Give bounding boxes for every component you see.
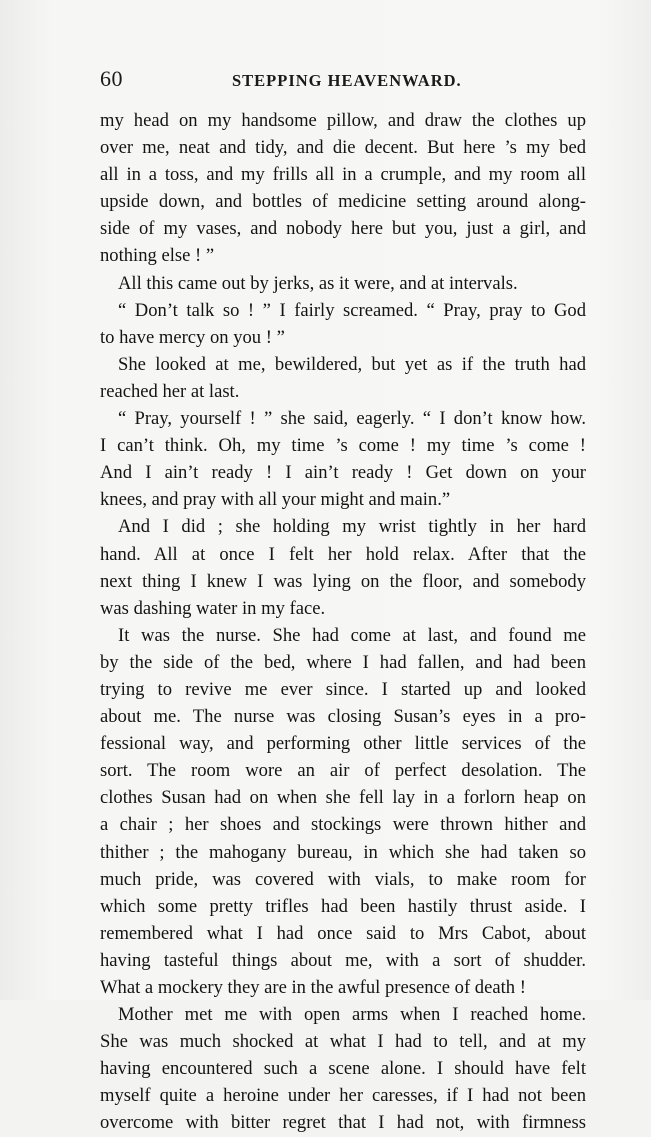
text-line: remembered what I had once said to Mrs Cabot, about (100, 922, 586, 944)
text-line: fessional way, and performing other little services of the (100, 733, 586, 755)
text-line: “ Pray, yourself ! ” she said, eagerly. “ I don’t know how. (118, 408, 586, 430)
text-line: next thing I knew I was lying on the floor, and somebody (100, 570, 586, 592)
text-line: upside down, and bottles of medicine setting around along- (100, 191, 586, 213)
text-line: reached her at last. (100, 380, 240, 402)
text-line: nothing else ! ” (100, 245, 215, 267)
text-line: She was much shocked at what I had to tell, and at my (100, 1031, 586, 1053)
body-text (100, 107, 586, 1137)
text-line: All this came out by jerks, as it were, and at intervals. (118, 272, 518, 294)
text-line: And I ain’t ready ! I ain’t ready ! Get down on your (100, 462, 586, 484)
text-line: my head on my handsome pillow, and draw the clothes up (100, 110, 586, 131)
page-number: 60 (100, 66, 123, 91)
text-line: which some pretty trifles had been hastily thrust aside. I (100, 895, 586, 917)
page-header (100, 66, 586, 96)
text-line: Mother met me with open arms when I reached home. (118, 1004, 586, 1026)
text-line: about me. The nurse was closing Susan’s eyes in a pro- (100, 706, 586, 728)
text-line: having encountered such a scene alone. I should have felt (100, 1058, 586, 1080)
text-line: by the side of the bed, where I had fallen, and had been (100, 651, 586, 673)
text-line: was dashing water in my face. (100, 597, 326, 619)
text-line: hand. All at once I felt her hold relax. After that the (100, 543, 586, 565)
text-line: overcome with bitter regret that I had not, with firmness (100, 1112, 586, 1134)
text-line: all in a toss, and my frills all in a crumple, and my room all (100, 164, 586, 186)
text-line: a chair ; her shoes and stockings were thrown hither and (100, 814, 586, 836)
text-line: “ Don’t talk so ! ” I fairly screamed. “ Pray, pray to God (118, 299, 586, 321)
text-line: to have mercy on you ! ” (100, 326, 285, 348)
text-line: clothes Susan had on when she fell lay in a forlorn heap on (100, 787, 586, 809)
text-line: trying to revive me ever since. I started up and looked (100, 678, 586, 700)
text-line: much pride, was covered with vials, to make room for (100, 868, 586, 890)
running-title: STEPPING HEAVENWARD. (232, 71, 462, 90)
text-line: having tasteful things about me, with a sort of shudder. (100, 949, 586, 971)
text-line: thither ; the mahogany bureau, in which she had taken so (100, 841, 586, 863)
text-line: It was the nurse. She had come at last, and found me (118, 624, 586, 646)
text-line: She looked at me, bewildered, but yet as if the truth had (118, 353, 586, 375)
text-line: side of my vases, and nobody here but you, just a girl, and (100, 218, 586, 240)
text-line: And I did ; she holding my wrist tightly in her hard (118, 516, 586, 538)
text-line: sort. The room wore an air of perfect desolation. The (100, 760, 586, 782)
text-line: myself quite a heroine under her caresses, if I had not been (100, 1085, 586, 1107)
text-line: What a mockery they are in the awful presence of death ! (100, 977, 526, 998)
text-line: I can’t think. Oh, my time ’s come ! my time ’s come ! (100, 435, 586, 457)
text-line: over me, neat and tidy, and die decent. But here ’s my bed (100, 137, 586, 159)
text-line: knees, and pray with all your might and main.” (100, 489, 451, 511)
